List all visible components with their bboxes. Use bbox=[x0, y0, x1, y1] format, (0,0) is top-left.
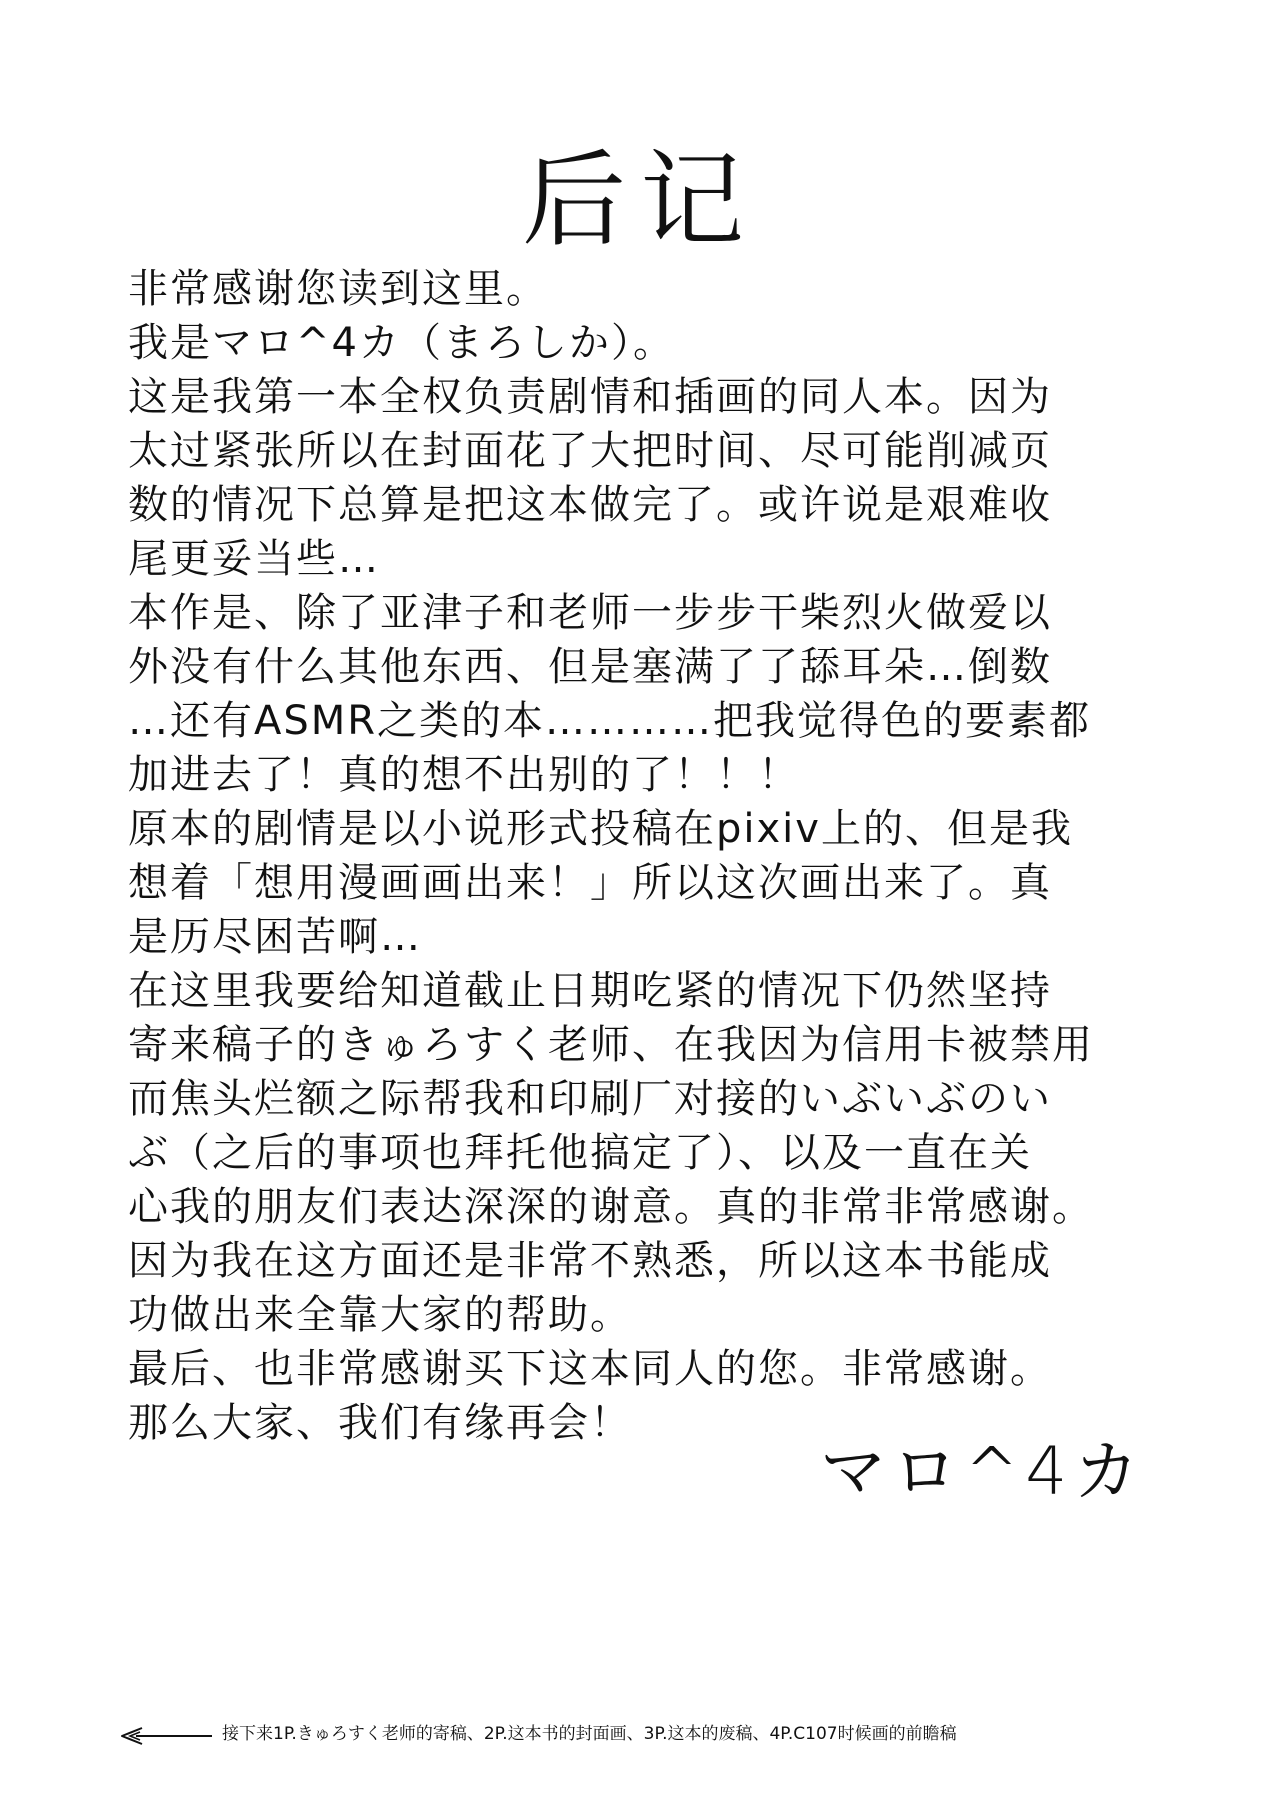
text-line: 非常感谢您读到这里。 bbox=[128, 266, 548, 312]
author-signature: マロ^4カ bbox=[820, 1433, 1146, 1510]
text-line: 想着「想用漫画画出来！」所以这次画出来了。真 bbox=[128, 860, 1052, 906]
text-line: 这是我第一本全权负责剧情和插画的同人本。因为 bbox=[128, 374, 1052, 420]
text-line: 太过紧张所以在封面花了大把时间、尽可能削减页 bbox=[128, 428, 1052, 474]
text-line: 那么大家、我们有缘再会！ bbox=[128, 1400, 632, 1446]
footer-note bbox=[118, 1716, 1238, 1756]
text-line: 我是マロ^4カ（まろしか）。 bbox=[128, 320, 675, 366]
text-line: 原本的剧情是以小说形式投稿在pixiv上的、但是我 bbox=[128, 806, 1073, 852]
text-line: 而焦头烂额之际帮我和印刷厂对接的いぶいぶのい bbox=[128, 1076, 1052, 1122]
afterword-text bbox=[128, 262, 1208, 1450]
text-line: …还有ASMR之类的本…………把我觉得色的要素都 bbox=[128, 698, 1092, 744]
page-title: 后记 bbox=[521, 139, 758, 261]
text-line: 因为我在这方面还是非常不熟悉，所以这本书能成 bbox=[128, 1238, 1052, 1284]
text-line: 心我的朋友们表达深深的谢意。真的非常非常感谢。 bbox=[128, 1184, 1094, 1230]
text-line: ぶ（之后的事项也拜托他搞定了）、以及一直在关 bbox=[128, 1130, 1032, 1176]
text-line: 寄来稿子的きゅろすく老师、在我因为信用卡被禁用 bbox=[128, 1022, 1094, 1068]
text-line: 尾更妥当些… bbox=[128, 536, 380, 582]
text-line: 数的情况下总算是把这本做完了。或许说是艰难收 bbox=[128, 482, 1052, 528]
text-line: 加进去了！真的想不出别的了！！！ bbox=[128, 752, 800, 798]
text-line: 本作是、除了亚津子和老师一步步干柴烈火做爱以 bbox=[128, 590, 1052, 636]
text-line: 功做出来全靠大家的帮助。 bbox=[128, 1292, 632, 1338]
arrow-left-icon bbox=[118, 1726, 214, 1746]
text-line: 是历尽困苦啊… bbox=[128, 914, 422, 960]
text-line: 在这里我要给知道截止日期吃紧的情况下仍然坚持 bbox=[128, 968, 1052, 1014]
text-line: 外没有什么其他东西、但是塞满了了舔耳朵…倒数 bbox=[128, 644, 1052, 690]
text-line: 最后、也非常感谢买下这本同人的您。非常感谢。 bbox=[128, 1346, 1052, 1392]
footer-text: 接下来1P.きゅろすく老师的寄稿、2P.这本书的封面画、3P.这本的废稿、4P.C107时候画的前瞻稿 bbox=[222, 1724, 957, 1744]
